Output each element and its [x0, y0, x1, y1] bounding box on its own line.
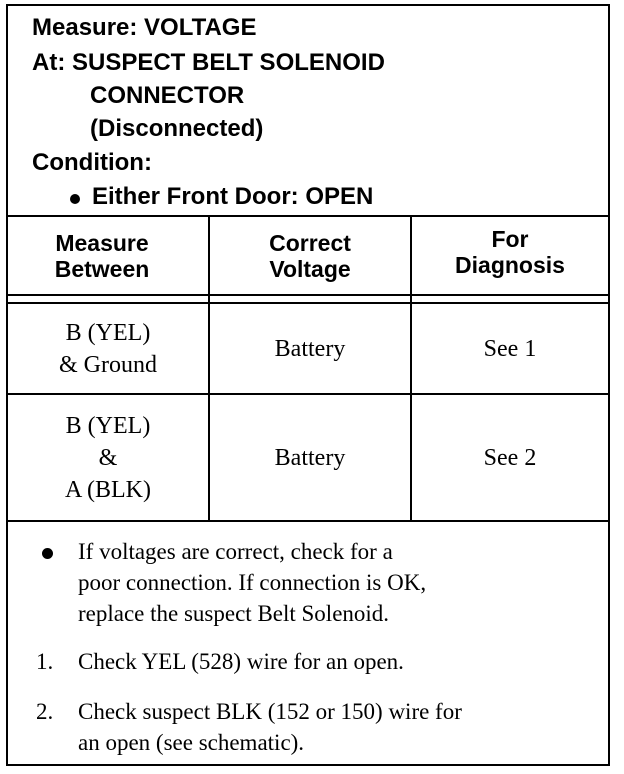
note-item-1 — [78, 646, 404, 677]
table-row-2-between — [8, 395, 208, 520]
cell-line: & — [98, 444, 118, 471]
bullet-icon — [42, 548, 53, 559]
table-row-1-diagnosis: See 1 — [483, 335, 537, 362]
table-row-2-voltage: Battery — [274, 444, 346, 471]
note-item-2 — [78, 696, 462, 758]
column-header-line: Measure — [55, 229, 149, 256]
column-header-divider-top — [8, 294, 608, 296]
column-header-line: Voltage — [269, 255, 351, 282]
note-line: an open (see schematic). — [78, 730, 305, 755]
location-label-line3: (Disconnected) — [90, 115, 264, 142]
note-line: poor connection. If connection is OK, — [78, 570, 427, 595]
column-header-for-diagnosis — [412, 217, 608, 294]
column-header-measure-between — [8, 217, 208, 294]
condition-item: Either Front Door: OPEN — [92, 183, 374, 210]
table-row-2-diagnosis: See 2 — [483, 444, 537, 471]
bullet-icon — [70, 194, 80, 204]
condition-label: Condition: — [32, 149, 152, 176]
table-row-1-voltage: Battery — [274, 335, 346, 362]
column-header-line: Between — [54, 255, 150, 282]
cell-line: & Ground — [59, 351, 157, 378]
cell-line: B (YEL) — [65, 412, 151, 439]
column-header-line: For — [491, 225, 529, 252]
measure-label: Measure: VOLTAGE — [32, 14, 257, 41]
note-bullet — [78, 536, 426, 629]
location-label: At: SUSPECT BELT SOLENOID — [32, 49, 385, 76]
note-number-1: 1. — [36, 649, 54, 674]
procedure-table — [6, 4, 610, 766]
note-line: Check suspect BLK (152 or 150) wire for — [78, 699, 462, 724]
location-label-line2: CONNECTOR — [90, 82, 245, 109]
table-row-1-between — [8, 304, 208, 393]
cell-line: B (YEL) — [65, 319, 151, 346]
note-line: replace the suspect Belt Solenoid. — [78, 601, 390, 626]
column-header-line: Correct — [269, 229, 351, 256]
note-number-2: 2. — [36, 699, 54, 724]
cell-line: A (BLK) — [65, 476, 151, 503]
column-header-line: Diagnosis — [455, 251, 565, 278]
column-header-correct-voltage — [210, 217, 410, 294]
table-divider — [8, 520, 608, 522]
note-line: Check YEL (528) wire for an open. — [78, 649, 404, 674]
note-line: If voltages are correct, check for a — [78, 539, 393, 564]
procedure-header — [8, 6, 608, 216]
